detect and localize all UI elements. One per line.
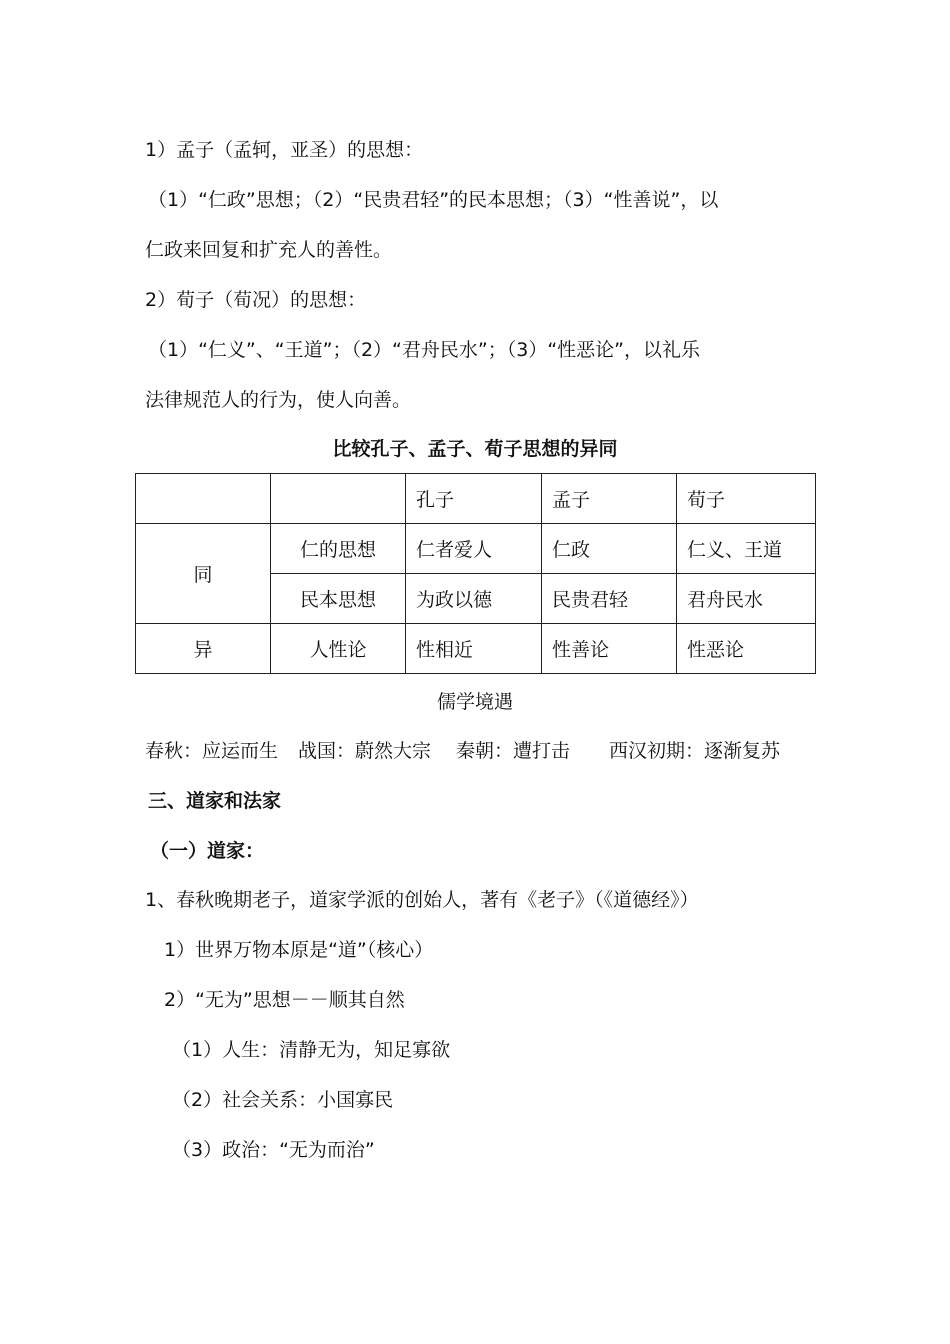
table-header-cell [271,474,406,524]
era-early-han: 西汉初期：逐渐复苏 [609,740,781,762]
aspect-cell: 民本思想 [271,574,406,624]
fortune-title: 儒学境遇 [436,691,513,713]
xunzi-cell: 性恶论 [677,624,816,674]
wuwei-politics: （3）政治：“无为而治” [172,1139,375,1161]
aspect-cell: 人性论 [271,624,406,674]
wuwei-point: 2）“无为”思想－－顺其自然 [164,989,405,1011]
aspect-cell: 仁的思想 [271,524,406,574]
wuwei-society: （2）社会关系：小国寡民 [172,1089,394,1111]
table-title: 比较孔子、孟子、荀子思想的异同 [332,438,618,460]
section-heading: 三、道家和法家 [148,790,282,812]
mencius-line-1: （1）“仁政”思想；（2）“民贵君轻”的民本思想；（3）“性善说”，以 [148,189,719,211]
table-header-cell: 荀子 [677,474,816,524]
era-qin: 秦朝：遭打击 [456,740,571,762]
mengzi-cell: 仁政 [542,524,677,574]
xunzi-cell: 仁义、王道 [677,524,816,574]
xunzi-heading: 2）荀子（荀况）的思想： [145,289,367,311]
era-spring-autumn: 春秋：应运而生 [145,740,279,762]
xunzi-cell: 君舟民水 [677,574,816,624]
laozi-point: 1、春秋晚期老子，道家学派的创始人，著有《老子》（《道德经》） [145,889,699,911]
comparison-table [135,473,816,674]
group-same-cell: 同 [136,524,271,624]
subsection-heading: （一）道家： [150,840,265,862]
dao-point: 1）世界万物本原是“道”（核心） [164,939,434,961]
table-row [136,524,816,574]
kongzi-cell: 仁者爱人 [406,524,542,574]
era-warring-states: 战国：蔚然大宗 [298,740,432,762]
table-header-cell [136,474,271,524]
table-header-cell: 孔子 [406,474,542,524]
wuwei-life: （1）人生：清静无为，知足寡欲 [172,1039,451,1061]
kongzi-cell: 性相近 [406,624,542,674]
table-header-cell: 孟子 [542,474,677,524]
mengzi-cell: 性善论 [542,624,677,674]
xunzi-line-2: 法律规范人的行为，使人向善。 [145,389,412,411]
mengzi-cell: 民贵君轻 [542,574,677,624]
xunzi-line-1: （1）“仁义”、“王道”；（2）“君舟民水”；（3）“性恶论”，以礼乐 [148,339,701,361]
table-row [136,624,816,674]
mencius-line-2: 仁政来回复和扩充人的善性。 [145,239,393,261]
mencius-heading: 1）孟子（孟轲，亚圣）的思想： [145,139,424,161]
kongzi-cell: 为政以德 [406,574,542,624]
table-header-row [136,474,816,524]
group-diff-cell: 异 [136,624,271,674]
